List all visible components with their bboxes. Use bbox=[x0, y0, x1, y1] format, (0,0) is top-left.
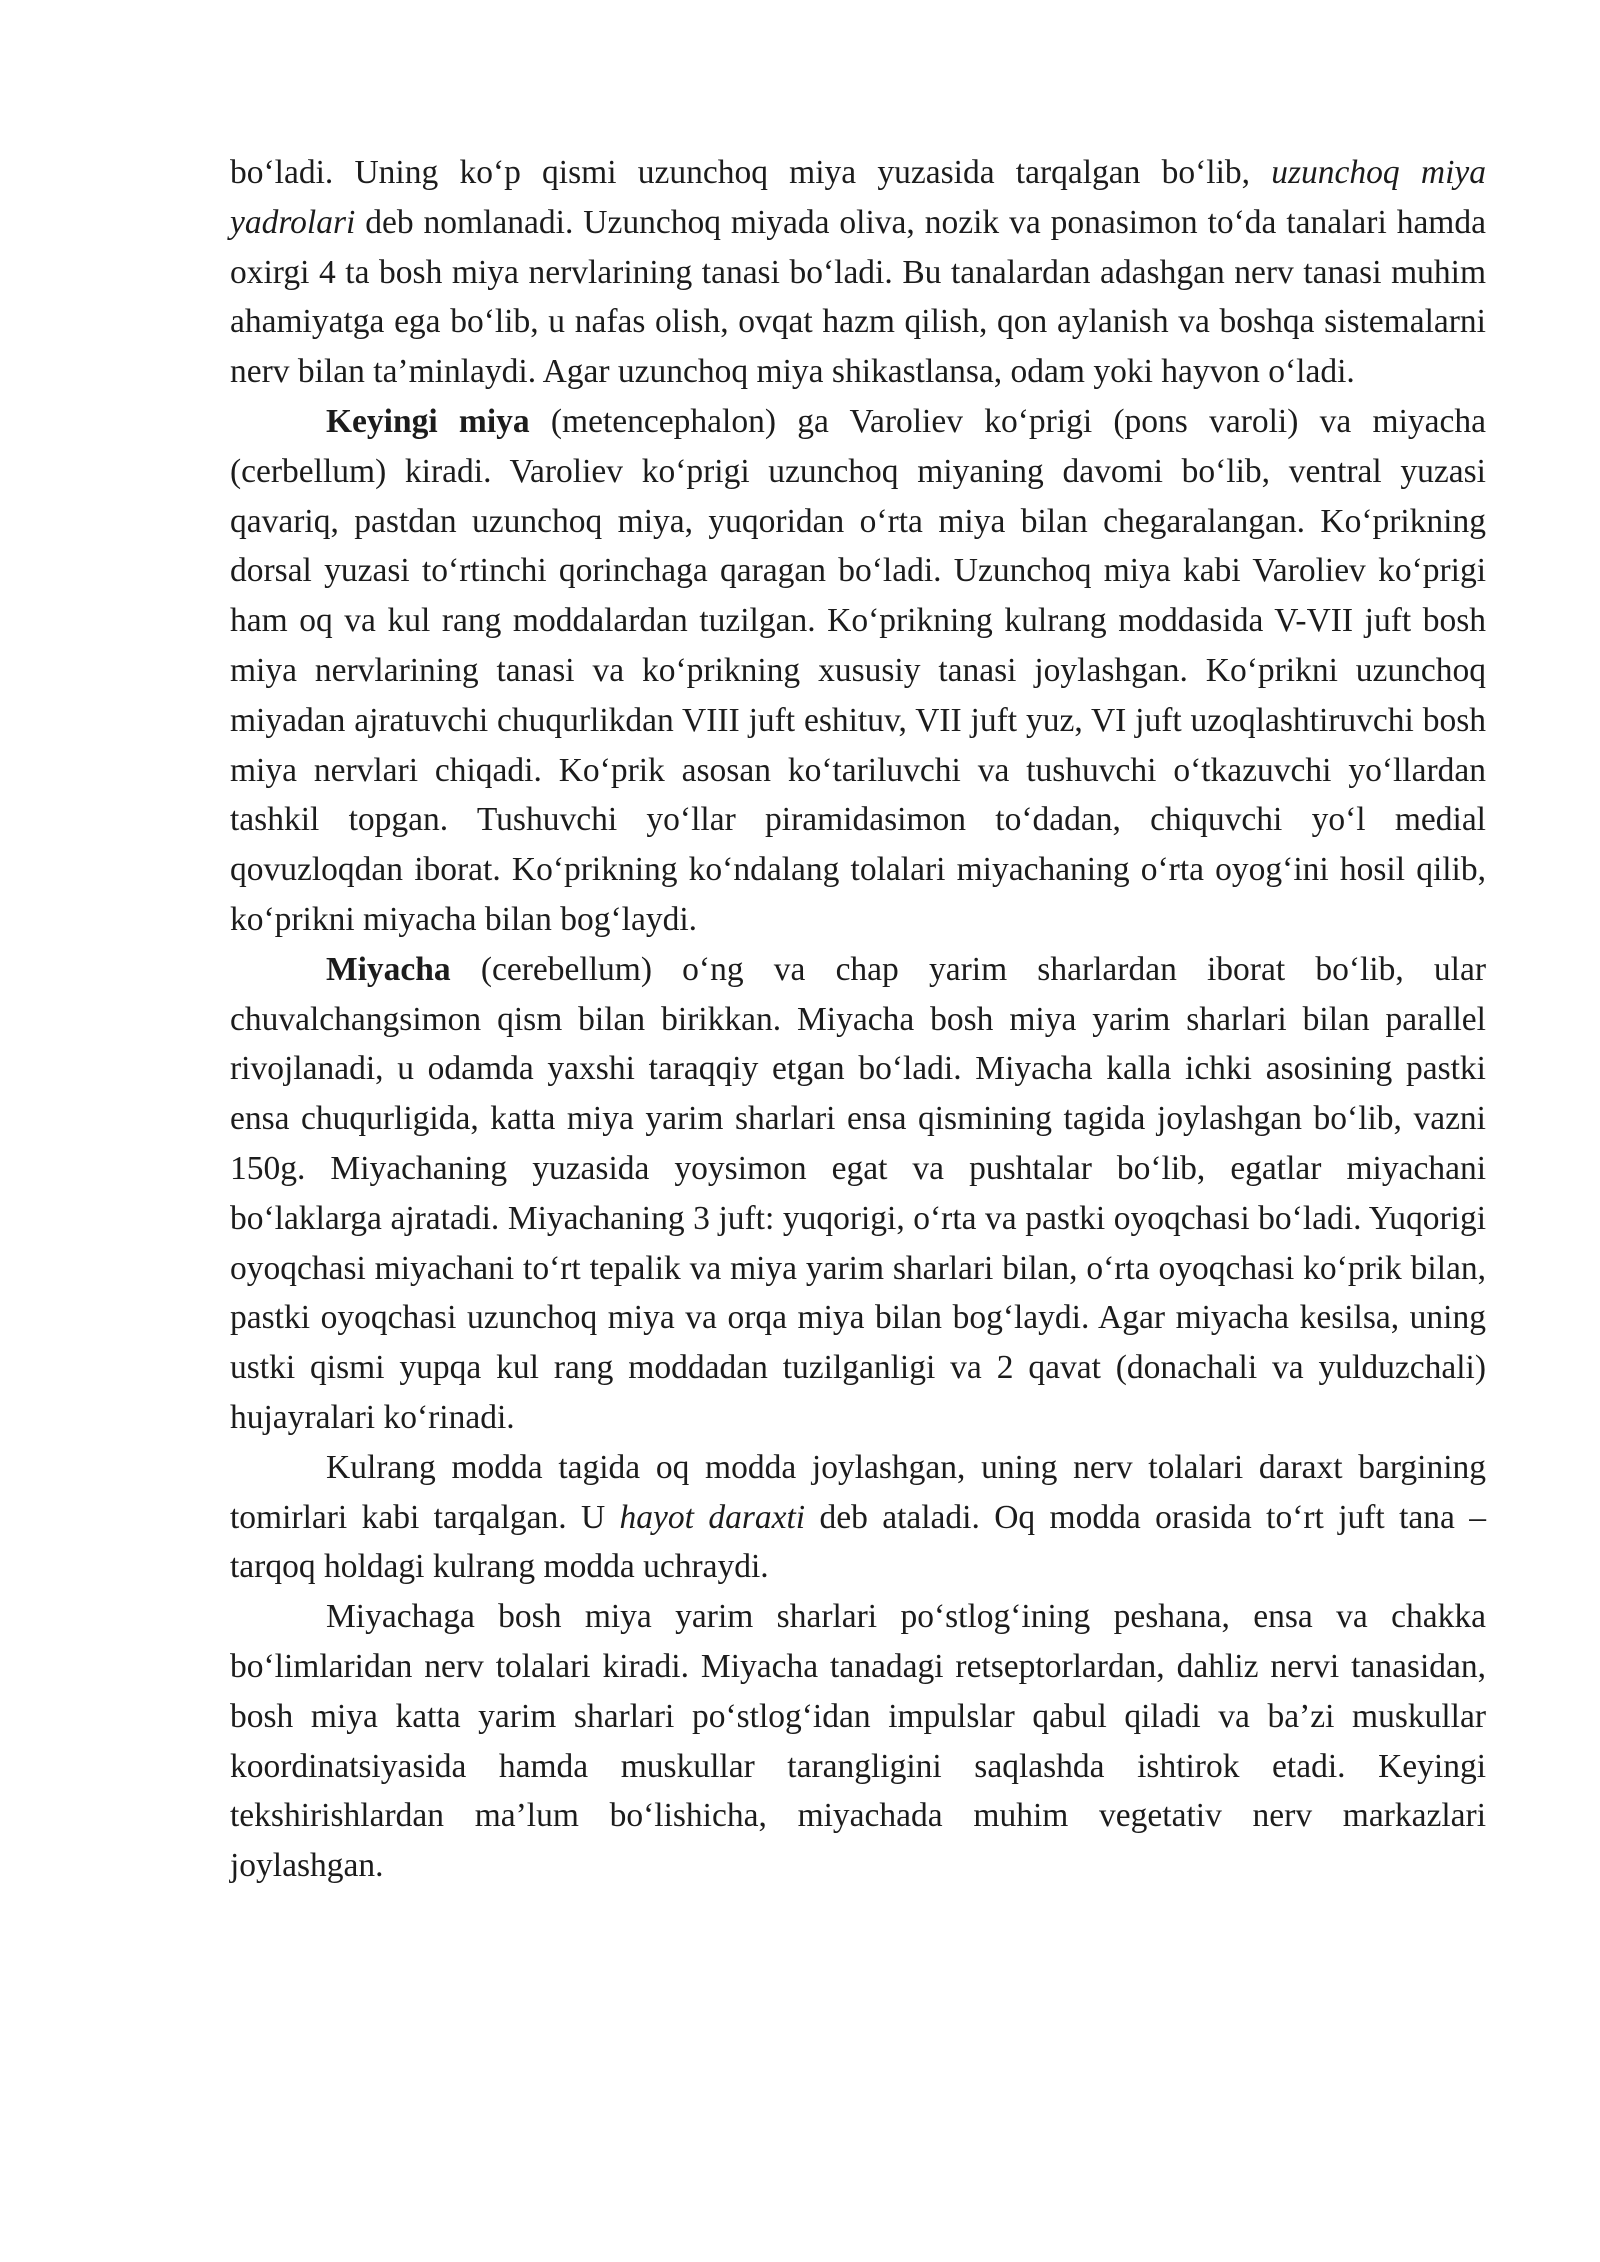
text-run: bo‘ladi. Uning ko‘p qismi uzunchoq miya yuzasida tarqalgan bo‘lib, bbox=[230, 154, 1272, 191]
paragraph bbox=[230, 397, 1486, 945]
paragraph bbox=[230, 1592, 1486, 1891]
paragraph bbox=[230, 148, 1486, 397]
paragraph bbox=[230, 945, 1486, 1443]
paragraph bbox=[230, 1443, 1486, 1592]
text-run: deb nomlanadi. Uzunchoq miyada oliva, nozik va ponasimon to‘da tanalari hamda oxirgi 4 ta bosh miya nervlarining tanasi bo‘ladi. Bu tanalardan adashgan nerv tanasi muhim ahamiyatga ega bo‘lib, u nafas olish, ovqat hazm qilish, qon aylanish va boshqa sistemalarni nerv bilan ta’minlaydi. Agar uzunchoq miya shikastlansa, odam yoki hayvon o‘ladi. bbox=[230, 203, 1486, 391]
text-run: Kulrang modda tagida oq modda joylashgan, uning nerv tolalari daraxt bargining tomirlari kabi tarqalgan. U bbox=[230, 1448, 1486, 1536]
text-run: (cerebellum) o‘ng va chap yarim sharlardan iborat bo‘lib, ular chuvalchangsimon qism bilan birikkan. Miyacha bosh miya yarim sharlari bilan parallel rivojlanadi, u odamda yaxshi taraqqiy etgan bo‘ladi. Miyacha kalla ichki asosining pastki ensa chuqurligida, katta miya yarim sharlari ensa qismining tagida joylashgan bo‘lib, vazni 150g. Miyachaning yuzasida yoysimon egat va pushtalar bo‘lib, egatlar miyachani bo‘laklarga ajratadi. Miyachaning 3 juft: yuqorigi, o‘rta va pastki oyoqchasi bo‘ladi. Yuqorigi oyoqchasi miyachani to‘rt tepalik va miya yarim sharlari bilan, o‘rta oyoqchasi ko‘prik bilan, pastki oyoqchasi uzunchoq miya va orqa miya bilan bog‘laydi. Agar miyacha kesilsa, uning ustki qismi yupqa kul rang moddadan tuzilganligi va 2 qavat (donachali va yulduzchali) hujayralari ko‘rinadi. bbox=[230, 950, 1486, 1436]
bold-term: Keyingi miya bbox=[326, 402, 530, 440]
text-run: (metencephalon) ga Varoliev ko‘prigi (pons varoli) va miyacha (cerbellum) kiradi. Varoliev ko‘prigi uzunchoq miyaning davomi bo‘lib, ventral yuzasi qavariq, pastdan uzunchoq miya, yuqoridan o‘rta miya bilan chegaralangan. Ko‘prikning dorsal yuzasi to‘rtinchi qorinchaga qaragan bo‘ladi. Uzunchoq miya kabi Varoliev ko‘prigi ham oq va kul rang moddalardan tuzilgan. Ko‘prikning kulrang moddasida V-VII juft bosh miya nervlarining tanasi va ko‘prikning xususiy tanasi joylashgan. Ko‘prikni uzunchoq miyadan ajratuvchi chuqurlikdan VIII juft eshituv, VII juft yuz, VI juft uzoqlashtiruvchi bosh miya nervlari chiqadi. Ko‘prik asosan ko‘tariluvchi va tushuvchi o‘tkazuvchi yo‘llardan tashkil topgan. Tushuvchi yo‘llar piramidasimon to‘dadan, chiquvchi yo‘l medial qovuzloqdan iborat. Ko‘prikning ko‘ndalang tolalari miyachaning o‘rta oyog‘ini hosil qilib, ko‘prikni miyacha bilan bog‘laydi. bbox=[230, 402, 1486, 938]
italic-term: uzunchoq miya yadrolari bbox=[230, 154, 1487, 241]
text-run: deb ataladi. Oq modda orasida to‘rt juft tana – tarqoq holdagi kulrang modda uchraydi. bbox=[230, 1498, 1486, 1586]
bold-term: Miyacha bbox=[326, 950, 451, 988]
text-run: Miyachaga bosh miya yarim sharlari po‘stlog‘ining peshana, ensa va chakka bo‘limlaridan nerv tolalari kiradi. Miyacha tanadagi retseptorlardan, dahliz nervi tanasidan, bosh miya katta yarim sharlari po‘stlog‘idan impulslar qabul qiladi va ba’zi muskullar koordinatsiyasida hamda muskullar tarangligini saqlashda ishtirok etadi. Keyingi tekshirishlardan ma’lum bo‘lishicha, miyachada muhim vegetativ nerv markazlari joylashgan. bbox=[230, 1598, 1486, 1885]
italic-term: hayot daraxti bbox=[619, 1498, 806, 1536]
document-page bbox=[230, 148, 1486, 1891]
